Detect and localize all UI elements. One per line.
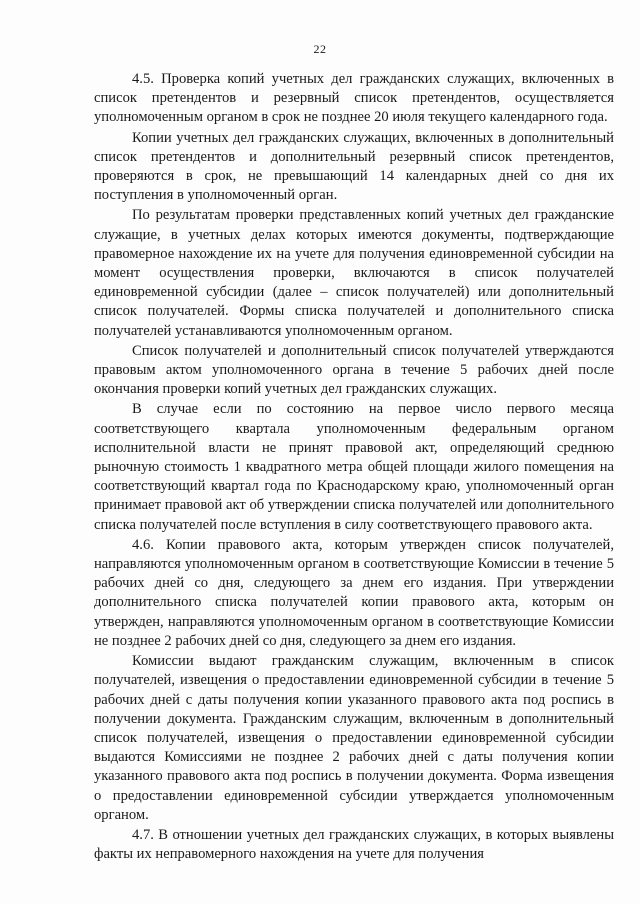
paragraph-commissions-notices: Комиссии выдают гражданским служащим, включенным в список получателей, извещения о предоставлении единовременной субсидии в течение 5 рабочих дней с даты получения копии указанного правового акта под роспись в получении документа. Гражданским служащим, включенным в дополнительный список получателей, извещения о предоставлении единовременной субсидии выдаются Комиссиями не позднее 2 рабочих дней с даты получения копии указанного правового акта под роспись в получении документа. Форма извещения о предоставлении единовременной субсидии утверждается уполномоченным органом. <box>94 653 614 823</box>
paragraph-additional-check: Копии учетных дел гражданских служащих, включенных в дополнительный список претендентов и дополнительный резервный список претендентов, проверяются в срок, не превышающий 14 календарных дней со дня их поступления в уполномоченный орган. <box>94 129 614 204</box>
paragraph-check-results: По результатам проверки представленных копий учетных дел гражданские служащие, в учетных делах которых имеются документы, подтверждающие правомерное нахождение их на учете для получения единовременной субсидии на момент осуществления проверки, включаются в список получателей единовременной субсидии (далее – список получателей) или дополнительный список получателей. Формы списка получателей и дополнительного списка получателей устанавливаются уполномоченным органом. <box>94 207 614 339</box>
paragraph-4-6: 4.6. Копии правового акта, которым утвержден список получателей, направляются уполномоченным органом в соответствующие Комиссии в течение 5 рабочих дней со дня, следующего за днем его издания. При утверждении дополнительного списка получателей копии правового акта, которым он утвержден, направляются уполномоченным органом в соответствующие Комиссии не позднее 2 рабочих дней со дня, следующего за днем его издания. <box>94 536 614 649</box>
page-number: 22 <box>313 42 327 56</box>
paragraph-4-5: 4.5. Проверка копий учетных дел гражданских служащих, включенных в список претендентов и резервный список претендентов, осуществляется уполномоченным органом в срок не позднее 20 июля текущего календарного года. <box>94 71 614 126</box>
paragraph-list-approval: Список получателей и дополнительный список получателей утверждаются правовым актом уполномоченного органа в течение 5 рабочих дней после окончания проверки копий учетных дел гражданских служащих. <box>94 342 614 398</box>
paragraph-4-7: 4.7. В отношении учетных дел гражданских служащих, в которых выявлены факты их неправомерного нахождения на учете для получения <box>94 826 614 863</box>
document-body <box>94 70 614 864</box>
paragraph-quarter-case: В случае если по состоянию на первое число первого месяца соответствующего квартала уполномоченным федеральным органом исполнительной власти не принят правовой акт, определяющий среднюю рыночную стоимость 1 квадратного метра общей площади жилого помещения на соответствующий квартал года по Краснодарскому краю, уполномоченный орган принимает правовой акт об утверждении списка получателей или дополнительного списка получателей после вступления в силу соответствующего правового акта. <box>94 401 614 533</box>
